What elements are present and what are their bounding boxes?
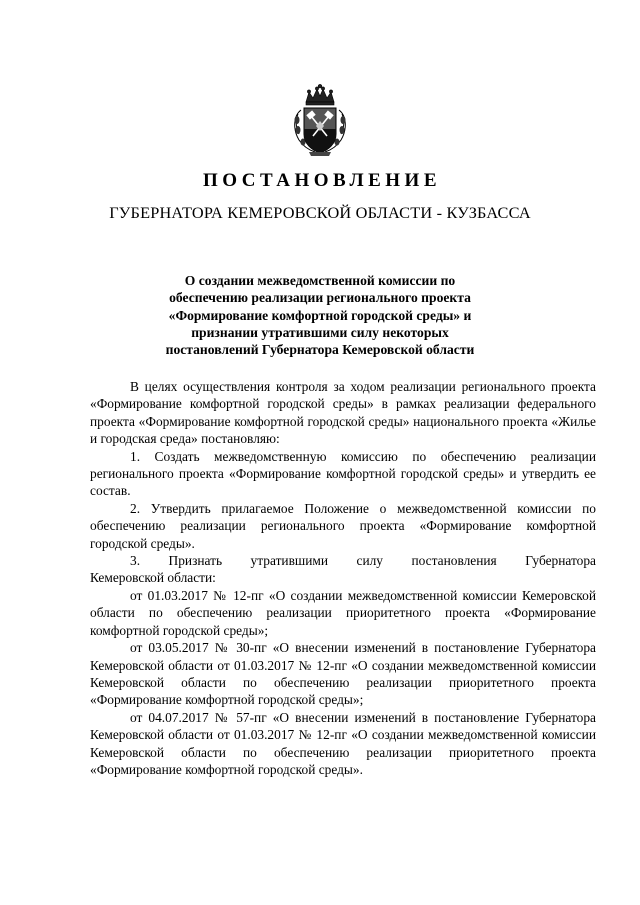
title-line: признании утратившими силу некоторых xyxy=(191,324,449,340)
item-3-first-line: 3. Признать утратившими силу постановления Губернатора xyxy=(130,553,596,569)
repealed-act-1: от 01.03.2017 № 12-пг «О создании межведомственной комиссии Кемеровской области по обеспечению реализации приоритетного проекта «Формирование комфортной городской среды»; xyxy=(90,587,596,638)
document-body xyxy=(90,378,596,778)
preamble-paragraph: В целях осуществления контроля за ходом реализации регионального проекта «Формирование комфортной городской среды» в рамках реализации федерального проекта «Формирование комфортной городской среды» национального проекта «Жилье и городская среда» постановляю: xyxy=(90,379,596,447)
kemerovo-coat-of-arms-icon xyxy=(289,84,351,158)
title-line: «Формирование комфортной городской среды» и xyxy=(168,307,472,323)
document-title xyxy=(140,272,500,358)
repealed-act-3: от 04.07.2017 № 57-пг «О внесении изменений в постановление Губернатора Кемеровской области от 01.03.2017 № 12-пг «О создании межведомственной комиссии Кемеровской области по обеспечению реализации приоритетного проекта «Формирование комфортной городской среды». xyxy=(90,709,596,777)
document-type-heading: ПОСТАНОВЛЕНИЕ xyxy=(202,170,442,191)
title-line: обеспечению реализации регионального проекта xyxy=(169,290,471,306)
item-3-continuation: Кемеровской области: xyxy=(90,570,216,586)
repealed-act-2: от 03.05.2017 № 30-пг «О внесении изменений в постановление Губернатора Кемеровской области от 01.03.2017 № 12-пг «О создании межведомственной комиссии Кемеровской области по обеспечению реализации приоритетного проекта «Формирование комфортной городской среды»; xyxy=(90,640,596,708)
issuer-heading: ГУБЕРНАТОРА КЕМЕРОВСКОЙ ОБЛАСТИ - КУЗБАССА xyxy=(109,203,531,222)
item-1-paragraph: 1. Создать межведомственную комиссию по обеспечению реализации регионального проекта «Формирование комфортной городской среды» и утвердить ее состав. xyxy=(90,448,596,499)
item-2-paragraph: 2. Утвердить прилагаемое Положение о межведомственной комиссии по обеспечению реализации регионального проекта «Формирование комфортной городской среды». xyxy=(90,500,596,551)
title-line: постановлений Губернатора Кемеровской области xyxy=(165,342,475,358)
title-line: О создании межведомственной комиссии по xyxy=(184,273,456,288)
